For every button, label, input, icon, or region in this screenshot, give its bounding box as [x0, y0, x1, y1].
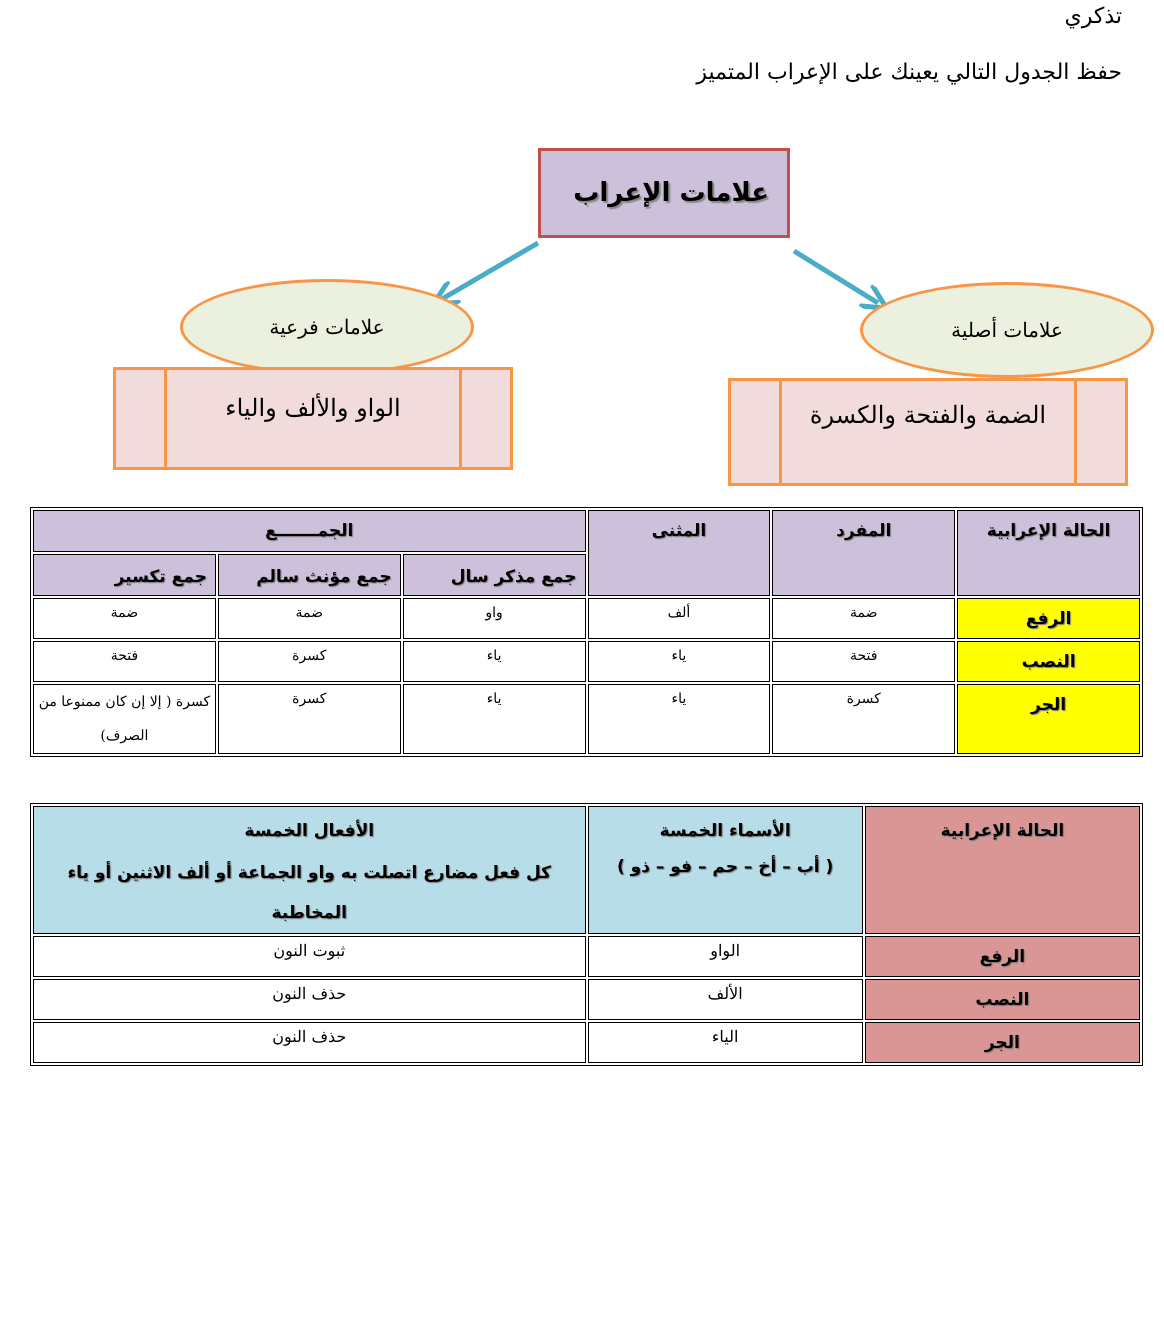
table-cell: فتحة — [33, 641, 216, 682]
table-cell: ياء — [403, 641, 586, 682]
header-masc-plural: جمع مذكر سال — [403, 554, 586, 596]
table-row — [33, 1022, 1140, 1063]
table-cell: ثبوت النون — [33, 936, 586, 977]
table-cell: كسرة — [218, 684, 401, 754]
arrow-right — [794, 251, 878, 303]
table-cell: ياء — [588, 684, 771, 754]
arrow-left — [442, 243, 538, 299]
table-row — [33, 641, 1140, 682]
table-cell: واو — [403, 598, 586, 639]
diagram-box-original-label: الضمة والفتحة والكسرة — [809, 401, 1047, 429]
table-cell: الواو — [588, 936, 863, 977]
table-cell: حذف النون — [33, 1022, 586, 1063]
table-cell: كسرة — [772, 684, 955, 754]
five-nouns-list: ( أب – أخ – حم – فو – ذو ) — [616, 857, 834, 877]
table-cell: حذف النون — [33, 979, 586, 1020]
diagram-main-label: علامات الإعراب — [573, 178, 769, 208]
case-label: الجر — [865, 1022, 1140, 1063]
diagram-box-original — [728, 378, 1128, 486]
table-row — [33, 979, 1140, 1020]
case-label: الرفع — [957, 598, 1140, 639]
case-label: النصب — [957, 641, 1140, 682]
page-subtitle: حفظ الجدول التالي يعينك على الإعراب المتميز — [696, 60, 1122, 85]
diagram-main-box — [538, 148, 790, 238]
table-cell: كسرة ( إلا إن كان ممنوعا من الصرف) — [33, 684, 216, 754]
diagram-ellipse-secondary — [180, 279, 474, 375]
table-cell: ضمة — [218, 598, 401, 639]
table-cell: ضمة — [33, 598, 216, 639]
table-row — [33, 598, 1140, 639]
table-cell: الألف — [588, 979, 863, 1020]
header-plural: الجمـــــــع — [33, 510, 586, 552]
diagram-box-secondary-label: الواو والألف والياء — [225, 394, 401, 422]
table-cell: ياء — [588, 641, 771, 682]
five-verbs-title: الأفعال الخمسة — [244, 821, 375, 841]
header-dual: المثنى — [588, 510, 771, 596]
table-cell: فتحة — [772, 641, 955, 682]
page-title: تذكري — [1064, 4, 1122, 29]
header-case: الحالة الإعرابية — [865, 806, 1140, 934]
header-broken-plural: جمع تكسير — [33, 554, 216, 596]
table-case-endings — [30, 507, 1143, 757]
table-row — [33, 684, 1140, 754]
diagram-ellipse-original-label: علامات أصلية — [951, 318, 1063, 342]
header-five-nouns — [588, 806, 863, 934]
table-five-nouns-verbs — [30, 803, 1143, 1066]
table-cell: ضمة — [772, 598, 955, 639]
table-row — [33, 936, 1140, 977]
case-label: الرفع — [865, 936, 1140, 977]
five-verbs-desc: كل فعل مضارع اتصلت به واو الجماعة أو ألف الاثنين أو ياء المخاطبة — [67, 863, 552, 923]
diagram-box-secondary — [113, 367, 513, 470]
case-label: النصب — [865, 979, 1140, 1020]
diagram-ellipse-secondary-label: علامات فرعية — [269, 315, 385, 339]
table-cell: كسرة — [218, 641, 401, 682]
table-cell: ألف — [588, 598, 771, 639]
table-cell: ياء — [403, 684, 586, 754]
header-fem-plural: جمع مؤنث سالم — [218, 554, 401, 596]
table-cell: الياء — [588, 1022, 863, 1063]
header-five-verbs — [33, 806, 586, 934]
diagram-ellipse-original — [860, 282, 1154, 378]
five-nouns-title: الأسماء الخمسة — [659, 821, 791, 841]
case-label: الجر — [957, 684, 1140, 754]
header-case: الحالة الإعرابية — [957, 510, 1140, 596]
header-singular: المفرد — [772, 510, 955, 596]
